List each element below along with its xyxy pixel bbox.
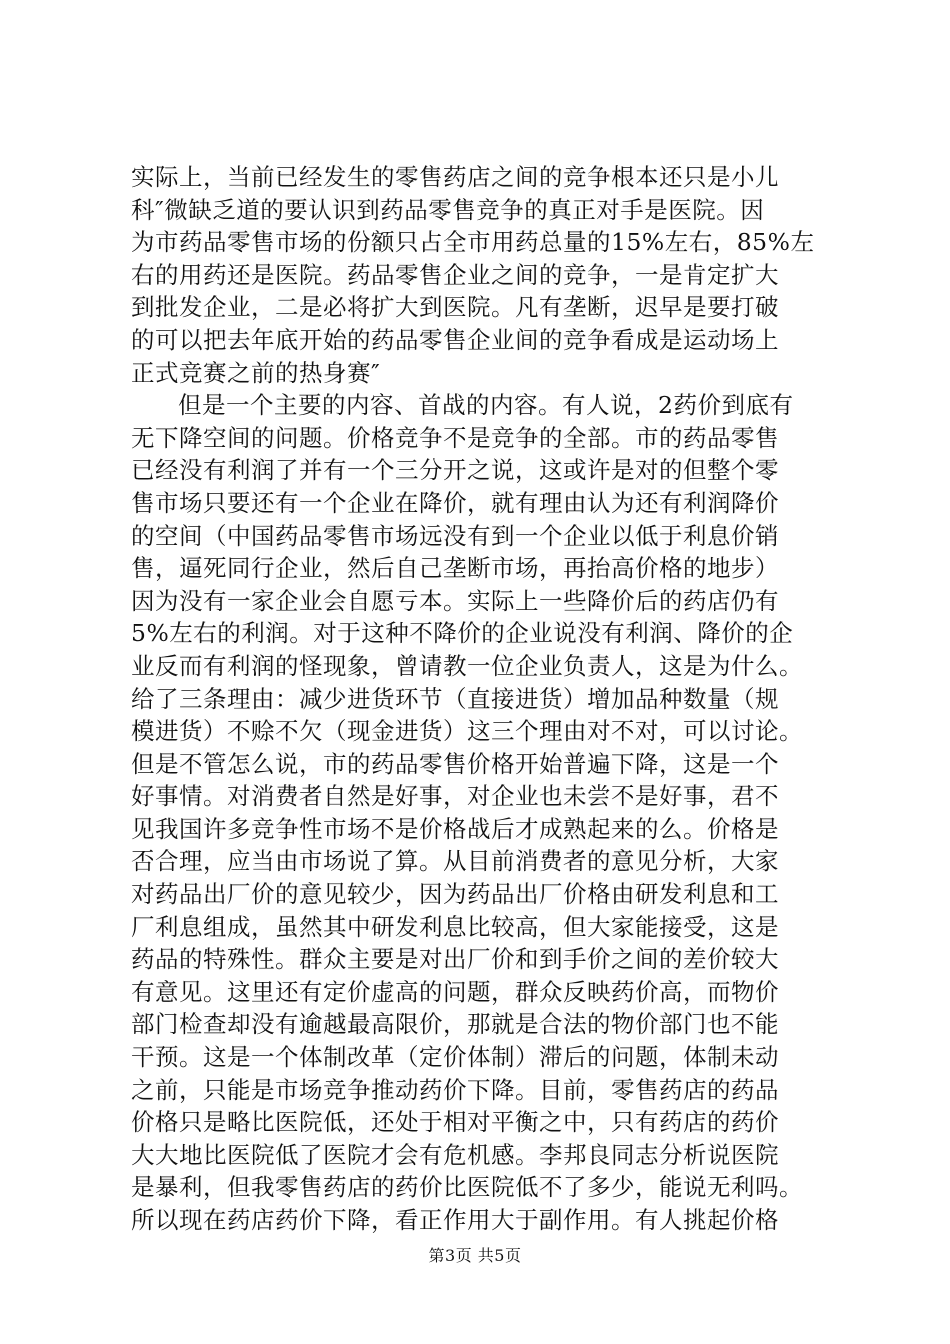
text-line: 有意见。这里还有定价虚高的问题，群众反映药价高，而物价	[131, 977, 779, 1006]
text-line: 右的用药还是医院。药品零售企业之间的竞争，一是肯定扩大	[131, 260, 779, 289]
text-line: 干预。这是一个体制改革（定价体制）滞后的问题，体制未动	[131, 1043, 779, 1072]
text-line: 所以现在药店药价下降，看正作用大于副作用。有人挑起价格	[131, 1206, 779, 1234]
paragraph	[131, 161, 831, 389]
text-line: 到批发企业，二是必将扩大到医院。凡有垄断，迟早是要打破	[131, 293, 779, 322]
text-line: 售，逼死同行企业，然后自己垄断市场，再抬高价格的地步）	[131, 554, 779, 583]
text-line: 的可以把去年底开始的药品零售企业间的竞争看成是运动场上	[131, 325, 779, 354]
text-line: 但是不管怎么说，市的药品零售价格开始普遍下降，这是一个	[131, 749, 779, 778]
text-line: 好事情。对消费者自然是好事，对企业也未尝不是好事，君不	[131, 782, 779, 811]
text-line: 但是一个主要的内容、首战的内容。有人说，2药价到底有	[178, 391, 794, 420]
text-line: 价格只是略比医院低，还处于相对平衡之中，只有药店的药价	[131, 1108, 779, 1137]
text-line: 给了三条理由：减少进货环节（直接进货）增加品种数量（规	[131, 684, 779, 713]
text-line: 为市药品零售市场的份额只占全市用药总量的15%左右，85%左	[131, 228, 815, 257]
document-body	[131, 161, 831, 1237]
text-line: 无下降空间的问题。价格竞争不是竞争的全部。市的药品零售	[131, 423, 779, 452]
text-line: 5%左右的利润。对于这种不降价的企业说没有利润、降价的企	[131, 619, 794, 648]
text-line: 售市场只要还有一个企业在降价，就有理由认为还有利润降价	[131, 488, 779, 517]
text-line: 业反而有利润的怪现象，曾请教一位企业负责人，这是为什么。	[131, 651, 803, 680]
text-line: 见我国许多竞争性市场不是价格战后才成熟起来的么。价格是	[131, 814, 779, 843]
text-line: 实际上，当前已经发生的零售药店之间的竞争根本还只是小儿	[131, 163, 779, 191]
text-line: 已经没有利润了并有一个三分开之说，这或许是对的但整个零	[131, 456, 779, 485]
page-footer: 第3页 共5页	[428, 1246, 522, 1265]
text-line: 因为没有一家企业会自愿亏本。实际上一些降价后的药店仍有	[131, 586, 779, 615]
text-line: 的空间（中国药品零售市场远没有到一个企业以低于利息价销	[131, 521, 779, 550]
text-line: 大大地比医院低了医院才会有危机感。李邦良同志分析说医院	[131, 1140, 779, 1169]
text-line: 药品的特殊性。群众主要是对出厂价和到手价之间的差价较大	[131, 945, 779, 974]
text-line: 正式竞赛之前的热身赛″	[131, 358, 381, 387]
text-line: 对药品出厂价的意见较少，因为药品出厂价格由研发利息和工	[131, 880, 779, 909]
text-line: 否合理，应当由市场说了算。从目前消费者的意见分析，大家	[131, 847, 779, 876]
text-line: 模进货）不赊不欠（现金进货）这三个理由对不对，可以讨论。	[131, 717, 803, 746]
paragraph	[131, 389, 831, 1236]
text-line: 科″微缺乏道的要认识到药品零售竞争的真正对手是医院。因	[131, 195, 765, 224]
text-line: 是暴利，但我零售药店的药价比医院低不了多少，能说无利吗。	[131, 1173, 803, 1202]
text-line: 厂利息组成，虽然其中研发利息比较高，但大家能接受，这是	[131, 912, 779, 941]
text-line: 之前，只能是市场竞争推动药价下降。目前，零售药店的药品	[131, 1075, 779, 1104]
text-line: 部门检查却没有逾越最高限价，那就是合法的物价部门也不能	[131, 1010, 779, 1039]
